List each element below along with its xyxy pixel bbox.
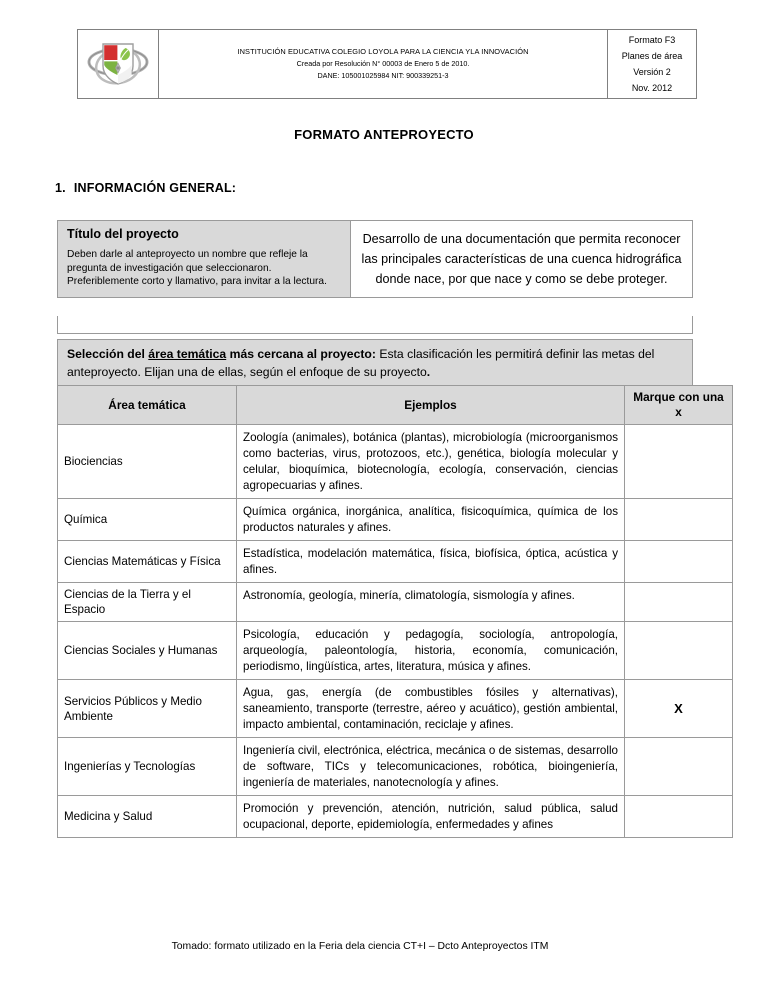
area-checkbox-cell-selected[interactable]: X bbox=[625, 680, 733, 738]
area-name: Ciencias Matemáticas y Física bbox=[58, 541, 237, 583]
page-title: FORMATO ANTEPROYECTO bbox=[294, 127, 474, 142]
area-name: Medicina y Salud bbox=[58, 796, 237, 838]
empty-separator-row bbox=[57, 316, 693, 334]
seleccion-underlined-term: área temática bbox=[148, 347, 227, 361]
project-title-table bbox=[57, 220, 693, 298]
area-examples: Ingeniería civil, electrónica, eléctrica, mecánica o de sistemas, desarrollo de software, TICs y telecomunicaciones, robótica, bioingeniería, ingeniería de materiales, nanotecnología y afines. bbox=[237, 738, 625, 796]
area-examples: Zoología (animales), botánica (plantas), microbiología (microorganismos como bacterias, virus, protozoos, etc.), genética, biología molecular y celular, bioquímica, biotecnología, ecología, conservación, ciencias agropecuarias y afines. bbox=[237, 425, 625, 499]
project-title-row bbox=[58, 221, 693, 298]
area-checkbox-cell[interactable] bbox=[625, 796, 733, 838]
column-header-ejemplos: Ejemplos bbox=[237, 386, 625, 425]
header-meta-cell bbox=[608, 30, 697, 99]
table-row bbox=[58, 622, 733, 680]
area-examples: Astronomía, geología, minería, climatología, sismología y afines. bbox=[237, 583, 625, 622]
area-name: Biociencias bbox=[58, 425, 237, 499]
document-header-table bbox=[77, 29, 697, 99]
school-shield-icon bbox=[87, 35, 149, 93]
meta-formato: Formato F3 bbox=[628, 35, 676, 45]
area-checkbox-cell[interactable] bbox=[625, 738, 733, 796]
section-number: 1. bbox=[55, 181, 66, 195]
area-selection-instructions bbox=[57, 339, 693, 389]
footer-source-note: Tomado: formato utilizado en la Feria dela ciencia CT+I – Dcto Anteproyectos ITM bbox=[171, 941, 549, 952]
header-logo-cell bbox=[78, 30, 159, 99]
institution-name: INSTITUCIÓN EDUCATIVA COLEGIO LOYOLA PARA LA CIENCIA YLA INNOVACIÓN bbox=[237, 47, 529, 56]
seleccion-bold-tail: más cercana al proyecto: bbox=[226, 347, 376, 361]
area-checkbox-cell[interactable] bbox=[625, 583, 733, 622]
area-name: Ingenierías y Tecnologías bbox=[58, 738, 237, 796]
area-examples: Promoción y prevención, atención, nutrición, salud pública, salud ocupacional, deporte, epidemiología, enfermedades y afines bbox=[237, 796, 625, 838]
table-row bbox=[58, 796, 733, 838]
area-name: Servicios Públicos y Medio Ambiente bbox=[58, 680, 237, 738]
seleccion-rest: Esta clasificación les permitirá definir las metas del anteproyecto. Elijan una de ellas, según el enfoque de su proyecto bbox=[67, 347, 655, 379]
area-name: Ciencias de la Tierra y el Espacio bbox=[58, 583, 237, 622]
area-examples: Química orgánica, inorgánica, analítica, fisicoquímica, química de los productos naturales y afines. bbox=[237, 499, 625, 541]
area-examples: Agua, gas, energía (de combustibles fósiles y alternativas), saneamiento, transporte (terrestre, aéreo y acuático), gestión ambiental, impacto ambiental, contaminación, reciclaje y afines. bbox=[237, 680, 625, 738]
thematic-areas-body bbox=[58, 425, 733, 838]
meta-fecha: Nov. 2012 bbox=[631, 83, 673, 93]
section-heading-informacion-general bbox=[55, 181, 236, 195]
header-row bbox=[78, 30, 697, 99]
table-header-row bbox=[58, 386, 733, 425]
project-title-value[interactable]: Desarrollo de una documentación que permita reconocer las principales características de una cuenca hidrográfica donde nace, por que nace y como se debe proteger. bbox=[351, 221, 693, 298]
thematic-areas-head bbox=[58, 386, 733, 425]
table-row bbox=[58, 541, 733, 583]
project-title-heading: Título del proyecto bbox=[67, 227, 179, 241]
section-title: INFORMACIÓN GENERAL: bbox=[73, 181, 237, 195]
institution-dane-nit: DANE: 105001025984 NIT: 900339251-3 bbox=[317, 71, 449, 80]
meta-version: Versión 2 bbox=[633, 67, 671, 77]
table-row bbox=[58, 499, 733, 541]
table-row bbox=[58, 738, 733, 796]
header-institution-cell bbox=[159, 30, 608, 99]
area-name: Ciencias Sociales y Humanas bbox=[58, 622, 237, 680]
area-checkbox-cell[interactable] bbox=[625, 622, 733, 680]
seleccion-period: . bbox=[426, 364, 431, 379]
meta-planes: Planes de área bbox=[621, 51, 683, 61]
column-header-area: Área temática bbox=[58, 386, 237, 425]
area-checkbox-cell[interactable] bbox=[625, 425, 733, 499]
column-header-marque: Marque con una x bbox=[625, 386, 733, 425]
area-checkbox-cell[interactable] bbox=[625, 499, 733, 541]
project-title-label-cell bbox=[58, 221, 351, 298]
project-title-instructions: Deben darle al anteproyecto un nombre que refleje la pregunta de investigación que seleccionaron. Preferiblemente corto y llamativo, para invitar a la lectura. bbox=[67, 249, 327, 288]
table-row bbox=[58, 583, 733, 622]
institution-resolution: Creada por Resolución N° 00003 de Enero 5 de 2010. bbox=[296, 59, 470, 68]
table-row bbox=[58, 680, 733, 738]
area-examples: Estadística, modelación matemática, física, biofísica, óptica, acústica y afines. bbox=[237, 541, 625, 583]
area-name: Química bbox=[58, 499, 237, 541]
thematic-areas-table bbox=[57, 385, 733, 838]
area-checkbox-cell[interactable] bbox=[625, 541, 733, 583]
table-row bbox=[58, 425, 733, 499]
area-examples: Psicología, educación y pedagogía, sociología, antropología, arqueología, paleontología, historia, economía, comunicación, periodismo, lingüística, artes, literatura, música y afines. bbox=[237, 622, 625, 680]
seleccion-lead: Selección del bbox=[67, 347, 149, 361]
